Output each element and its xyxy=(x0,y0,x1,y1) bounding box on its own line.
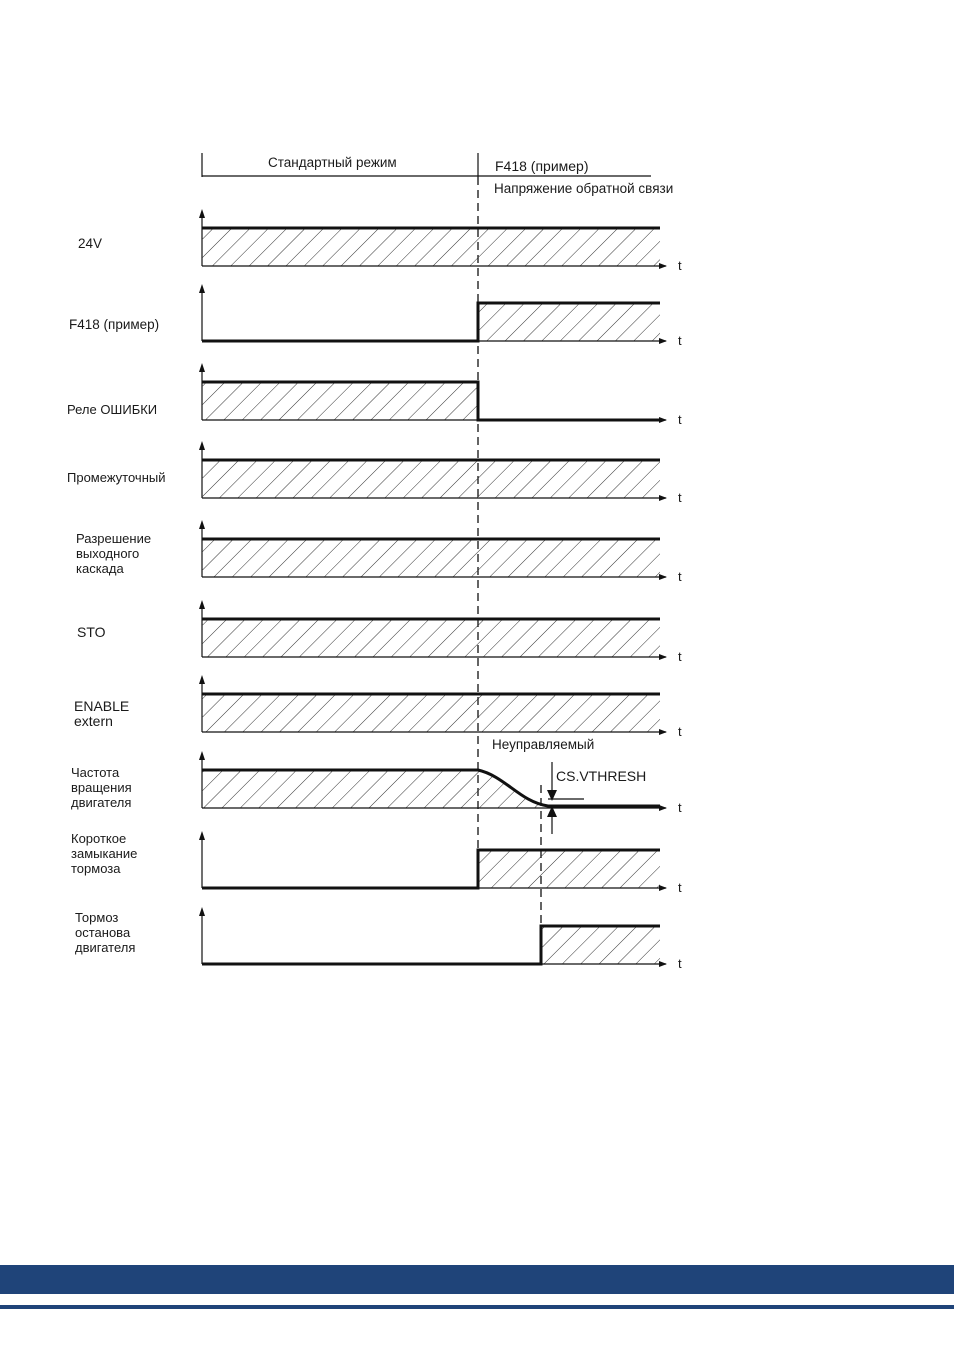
cs-vthresh-label: CS.VTHRESH xyxy=(556,768,647,784)
signal-hatch xyxy=(202,694,660,732)
signal-hatch xyxy=(478,303,660,341)
footer-band xyxy=(0,1265,954,1294)
y-axis-arrow xyxy=(199,284,205,293)
signal-hatch xyxy=(478,850,660,888)
signal-label: Промежуточный xyxy=(67,470,166,485)
signal-hatch xyxy=(202,539,660,577)
y-axis-arrow xyxy=(199,520,205,529)
signal-hatch xyxy=(202,228,660,266)
signal-row-24v xyxy=(78,209,682,273)
time-axis-label: t xyxy=(678,649,682,664)
time-axis-label: t xyxy=(678,490,682,505)
signal-label: ENABLE extern xyxy=(74,698,130,729)
time-axis-label: t xyxy=(678,333,682,348)
signal-label: 24V xyxy=(78,236,103,251)
signal-label: STO xyxy=(77,624,106,640)
phase-fault-sublabel: Напряжение обратной связи xyxy=(494,181,674,196)
time-axis-label: t xyxy=(678,412,682,427)
signal-hatch xyxy=(202,382,478,420)
y-axis-arrow xyxy=(199,363,205,372)
y-axis-arrow xyxy=(199,907,205,916)
y-axis-arrow xyxy=(199,600,205,609)
signal-row-sto xyxy=(77,600,682,664)
signal-label: Разрешение выходного каскада xyxy=(76,531,152,576)
signal-label: F418 (пример) xyxy=(69,317,160,332)
signal-label: Тормоз останова двигателя xyxy=(75,910,136,955)
signal-label: Частота вращения двигателя xyxy=(71,765,132,810)
y-axis-arrow xyxy=(199,675,205,684)
signal-row-f418 xyxy=(69,284,682,348)
phase-fault-label: F418 (пример) xyxy=(495,158,589,174)
signal-label: Короткое замыкание тормоза xyxy=(71,831,138,876)
y-axis-arrow xyxy=(199,831,205,840)
phase-standard-label: Стандартный режим xyxy=(268,155,397,170)
time-axis-label: t xyxy=(678,956,682,971)
signal-row-enable-extern xyxy=(74,675,682,739)
y-axis-arrow xyxy=(199,441,205,450)
footer-line xyxy=(0,1305,954,1309)
y-axis-arrow xyxy=(199,209,205,218)
time-axis-label: t xyxy=(678,724,682,739)
time-axis-label: t xyxy=(678,800,682,815)
signal-label: Реле ОШИБКИ xyxy=(67,402,158,417)
uncontrolled-label: Неуправляемый xyxy=(492,737,595,752)
signal-row-output-stage-enable xyxy=(76,520,682,584)
signal-hatch xyxy=(202,619,660,657)
time-axis-label: t xyxy=(678,258,682,273)
signal-hatch xyxy=(541,926,660,964)
time-axis-label: t xyxy=(678,880,682,895)
signal-hatch xyxy=(202,460,660,498)
signal-row-intermediate xyxy=(67,441,682,505)
signal-row-brake-short xyxy=(71,831,682,895)
y-axis-arrow xyxy=(199,751,205,760)
signal-row-motor-brake xyxy=(75,907,682,971)
time-axis-label: t xyxy=(678,569,682,584)
signal-row-fault-relay xyxy=(67,363,682,427)
